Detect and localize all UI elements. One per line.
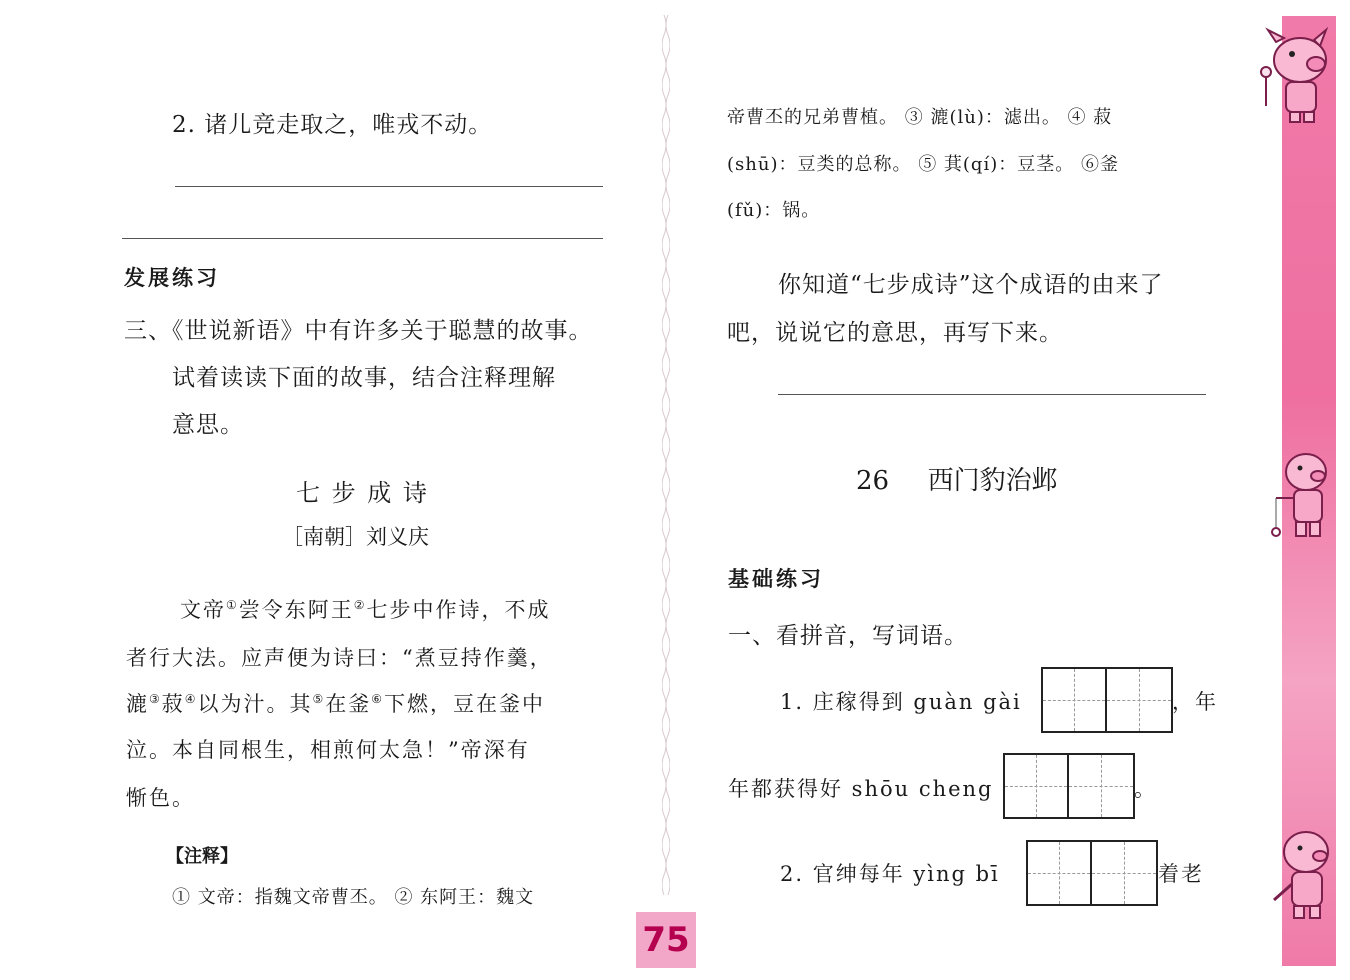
answer-box-shoucheng[interactable]: [1003, 753, 1135, 819]
poem-title: 七 步 成 诗: [296, 479, 429, 507]
poem-author: ［南朝］刘义庆: [282, 525, 429, 549]
exercise-2-suffix: 着老: [1158, 862, 1204, 886]
page-fold: [662, 15, 670, 910]
answer-cell[interactable]: [1107, 669, 1171, 731]
exercise-1-prefix: 1. 庄稼得到 guàn gài: [780, 690, 1022, 714]
exercise-2-prefix: 2. 官绅每年 yìng bī: [780, 862, 1000, 886]
question-3-line-3: 意思。: [172, 412, 244, 438]
answer-cell[interactable]: [1028, 842, 1092, 904]
pig-bottom-icon: [1268, 826, 1340, 922]
question-1-title: 一、看拼音，写词语。: [728, 623, 968, 649]
story-line-5: 惭色。: [126, 786, 195, 810]
page-number: 75: [636, 912, 696, 968]
section-title-basic: 基础练习: [728, 567, 824, 591]
question-line-2: 吧，说说它的意思，再写下来。: [727, 320, 1063, 346]
lesson-number: 26: [856, 466, 890, 496]
story-line-2: 者行大法。应声便为诗曰：“煮豆持作羹，: [126, 646, 553, 670]
pig-mascot-icon: [1254, 26, 1340, 126]
question-3-line-1: 三、《世说新语》中有许多关于聪慧的故事。: [124, 318, 593, 344]
notes-line-1: ① 文帝：指魏文帝曹丕。 ② 东阿王：魏文: [172, 887, 535, 908]
notes-line-4: (fǔ)：锅。: [727, 200, 821, 221]
answer-cell[interactable]: [1043, 669, 1107, 731]
answer-line-2: [778, 394, 1206, 395]
story-line-1: 文帝①尝令东阿王②七步中作诗，不成: [180, 598, 551, 622]
pig-yoyo-icon: [1266, 448, 1340, 544]
exercise-1-line-2-prefix: 年都获得好 shōu cheng: [728, 777, 994, 801]
story-line-3: 漉③菽④以为汁。其⑤在釜⑥下燃，豆在釜中: [126, 692, 546, 716]
answer-box-yingbi[interactable]: [1026, 840, 1158, 906]
exercise-1-line-2-suffix: 。: [1134, 777, 1157, 801]
notes-label: 【注释】: [166, 846, 238, 867]
story-line-4: 泣。本自同根生，相煎何太急！”帝深有: [126, 738, 530, 762]
question-line-1: 你知道“七步成诗”这个成语的由来了: [778, 272, 1164, 298]
notes-line-3: (shū)：豆类的总称。 ⑤ 萁(qí)：豆茎。 ⑥釜: [727, 154, 1119, 175]
exercise-1-suffix: ，年: [1172, 690, 1218, 714]
answer-box-guangai[interactable]: [1041, 667, 1173, 733]
answer-cell[interactable]: [1005, 755, 1069, 817]
question-3-line-2: 试着读读下面的故事，结合注释理解: [172, 365, 556, 391]
notes-line-2: 帝曹丕的兄弟曹植。 ③ 漉(lù)：滤出。 ④ 菽: [727, 107, 1113, 128]
item-2-text: 2. 诸儿竞走取之，唯戎不动。: [172, 112, 493, 138]
answer-line-1: [175, 186, 603, 187]
lesson-heading: [856, 460, 1058, 497]
answer-cell[interactable]: [1069, 755, 1133, 817]
lesson-title: 西门豹治邺: [927, 466, 1058, 496]
section-divider: [122, 238, 603, 239]
section-title-development: 发展练习: [124, 266, 220, 290]
answer-cell[interactable]: [1092, 842, 1156, 904]
